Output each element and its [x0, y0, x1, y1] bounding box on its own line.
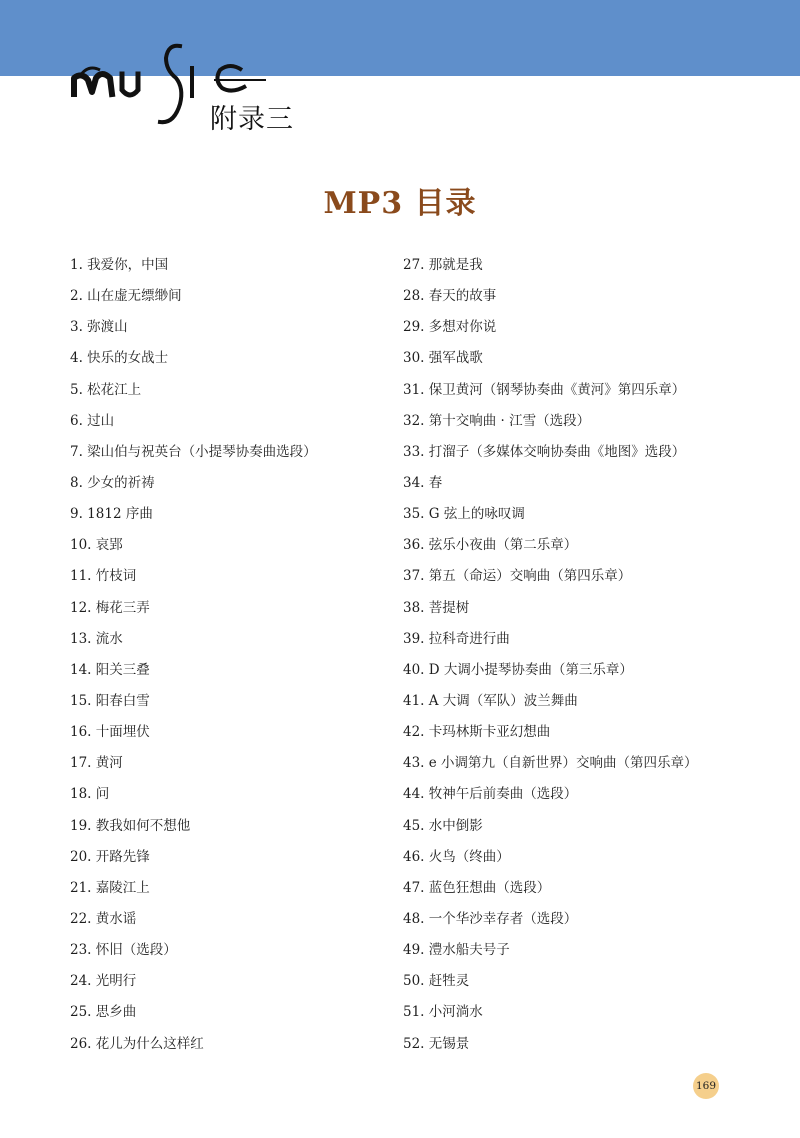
track-item: 42. 卡玛林斯卡亚幻想曲 — [403, 724, 551, 741]
track-item: 1. 我爱你，中国 — [70, 257, 169, 273]
track-item: 9. 1812 序曲 — [70, 506, 153, 523]
track-item: 13. 流水 — [70, 630, 123, 647]
track-item: 5. 松花江上 — [70, 381, 142, 398]
track-item: 31. 保卫黄河（钢琴协奏曲《黄河》第四乐章） — [403, 381, 686, 398]
track-list-left — [70, 252, 317, 1062]
track-item: 28. 春天的故事 — [403, 288, 497, 305]
track-item: 34. 春 — [403, 474, 443, 491]
track-item: 22. 黄水谣 — [70, 910, 137, 927]
track-item: 37. 第五（命运）交响曲（第四乐章） — [403, 568, 632, 585]
track-item: 10. 哀郢 — [70, 537, 123, 554]
track-item: 18. 问 — [70, 786, 110, 803]
track-item: 3. 弥渡山 — [70, 319, 128, 336]
track-item: 12. 梅花三弄 — [70, 599, 150, 616]
track-item: 39. 拉科奇进行曲 — [403, 630, 510, 647]
track-item: 21. 嘉陵江上 — [70, 879, 150, 896]
track-item: 11. 竹枝词 — [70, 568, 137, 585]
track-item: 27. 那就是我 — [403, 257, 483, 273]
page-number: 169 — [693, 1073, 719, 1099]
page-title: MP3 目录 — [323, 186, 477, 221]
track-item: 44. 牧神午后前奏曲（选段） — [403, 786, 578, 803]
track-item: 38. 菩提树 — [403, 599, 470, 616]
track-item: 8. 少女的祈祷 — [70, 474, 155, 491]
track-item: 49. 澧水船夫号子 — [403, 942, 510, 959]
track-item: 7. 梁山伯与祝英台（小提琴协奏曲选段） — [70, 443, 317, 460]
track-item: 4. 快乐的女战士 — [70, 350, 169, 367]
track-item: 19. 教我如何不想他 — [70, 817, 191, 834]
track-item: 41. A 大调（军队）波兰舞曲 — [403, 692, 578, 709]
track-list-right — [403, 252, 698, 1062]
track-item: 36. 弦乐小夜曲（第二乐章） — [403, 537, 578, 554]
track-item: 25. 思乡曲 — [70, 1004, 137, 1021]
track-item: 45. 水中倒影 — [403, 817, 483, 834]
track-item: 26. 花儿为什么这样红 — [70, 1035, 204, 1052]
track-item: 23. 怀旧（选段） — [70, 942, 177, 959]
track-item: 46. 火鸟（终曲） — [403, 848, 510, 865]
track-item: 48. 一个华沙幸存者（选段） — [403, 910, 578, 927]
track-item: 40. D 大调小提琴协奏曲（第三乐章） — [403, 661, 633, 678]
track-item: 50. 赶牲灵 — [403, 973, 470, 990]
track-item: 47. 蓝色狂想曲（选段） — [403, 879, 551, 896]
track-item: 2. 山在虚无缥缈间 — [70, 288, 182, 305]
track-item: 16. 十面埋伏 — [70, 724, 150, 741]
track-item: 24. 光明行 — [70, 973, 137, 990]
track-item: 20. 开路先锋 — [70, 848, 150, 865]
track-item: 52. 无锡景 — [403, 1035, 470, 1052]
track-item: 17. 黄河 — [70, 755, 123, 772]
track-item: 15. 阳春白雪 — [70, 692, 150, 709]
track-item: 29. 多想对你说 — [403, 319, 497, 336]
track-item: 33. 打溜子（多媒体交响协奏曲《地图》选段） — [403, 443, 686, 460]
track-item: 51. 小河淌水 — [403, 1004, 483, 1021]
track-item: 30. 强军战歌 — [403, 350, 483, 367]
track-item: 32. 第十交响曲 · 江雪（选段） — [403, 412, 591, 429]
track-item: 14. 阳关三叠 — [70, 661, 150, 678]
appendix-label: 附录三 — [210, 104, 294, 135]
track-item: 6. 过山 — [70, 412, 115, 429]
track-item: 43. e 小调第九（自新世界）交响曲（第四乐章） — [403, 755, 698, 772]
track-item: 35. G 弦上的咏叹调 — [403, 506, 525, 523]
